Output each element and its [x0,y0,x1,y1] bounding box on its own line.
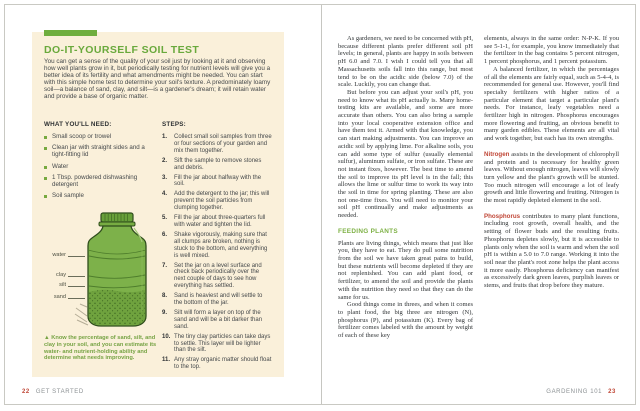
materials-heading: WHAT YOU'LL NEED: [44,121,112,128]
bullet-square-icon [44,166,47,169]
intro-paragraph: You can get a sense of the quality of your soil just by looking at it and observing how well plants grow in it, but periodically testing for nutrient levels will give you a better idea of its fertility and what amendments might be needed. You can start with this simple home test to determine your soil's texture. A predominately loamy soil—a balance of sand, clay, and silt—is a gardener's dream; it will retain water and provide a base of organic matter. [44,58,271,100]
book-spread [4,4,636,405]
list-item-label: Clean jar with straight sides and a tight-fitting lid [52,144,145,159]
step-number: 8. [162,293,168,300]
nutrient-paragraph [484,151,619,205]
step-text: The tiny clay particles can take days to settle. This layer will be lighter than the silt. [174,333,271,354]
materials-column [44,121,162,374]
list-item-label: Small scoop or trowel [52,133,112,140]
body-paragraph: elements, always in the same order: N-P-K. If you see 5-1-1, for example, you know immediately that the fertilizer in the bag contains 5 percent nitrogen, 1 percent phosphorus, and 1 percent potassium. [484,35,619,66]
step-number: 4. [162,191,168,198]
step-text: Collect small soil samples from three or four sections of your garden and mix them together. [174,134,272,154]
jar-label-clay: clay [56,272,66,279]
list-item [44,193,148,200]
body-paragraph: As gardeners, we need to be concerned with pH, because different plants prefer different soil pH levels; in general, plants are happy in soils between pH 6.0 and 7.0. I wish I could tell you that all Massachusetts soils fall into this range, but most tend to be on the acidic side (below 7.0) of the scale. Luckily, you can change that. [338,35,473,89]
step-number: 6. [162,231,168,238]
jar-label-line [68,256,85,257]
text-column-1 [338,35,473,340]
caption-arrow-icon: ▲ [44,335,50,342]
text-column-2 [484,35,619,290]
body-paragraph: Good things come in threes, and when it comes to plant food, the big three are nitrogen (N), phosphorus (P), and potassium (K). Every bag of fertilizer comes labeled with the amount by weight of each of these key [338,301,473,340]
jar-label-line [68,286,85,287]
step-text: Set the jar on a level surface and check back periodically over the next couple of days to see how everything has settled. [174,262,262,290]
feeding-plants-heading: FEEDING PLANTS [338,227,398,235]
step-number: 10. [162,333,171,340]
step-text: Shake vigorously, making sure that all clumps are broken, nothing is stuck to the bottom, and everything is well mixed. [174,231,268,259]
step-text: Fill the jar about three-quarters full with water and tighten the lid. [174,215,266,228]
step-number: 7. [162,262,168,269]
bullet-square-icon [44,177,47,180]
jar-label-water: water [52,252,66,259]
section-label: GET STARTED [35,389,84,395]
right-page-footer [546,389,616,395]
nutrient-paragraph [484,213,619,290]
bullet-square-icon [44,147,47,150]
jar-label-sand: sand [53,294,66,301]
step-text: Any stray organic matter should float to the top. [174,357,272,371]
nutrient-text: contributes to many plant functions, including root growth, overall health, and the setting of flower buds and the resulting fruits. Phosphorus depletes slowly, but it is accessible to plants only when the soil is warm and when the soil pH is within a 5.0 to 7.0 range. Working it into the soil near the plant's root zone helps the plant access it more easily. Phosphorus deficiency can manifest as excessively dark green leaves, purplish leaves or stems, and fruits that drop before they mature. [484,212,619,290]
page-number: 23 [608,389,616,395]
step-item [162,175,272,189]
step-number: 1. [162,134,168,140]
step-text: Silt will form a layer on top of the sand and will be a bit darker than sand. [174,309,263,330]
jar-label-line [68,276,85,277]
bullet-square-icon [44,136,47,139]
steps-heading: STEPS: [162,121,186,128]
step-text: Fill the jar about halfway with the soil. [174,174,262,188]
soil-jar-figure [44,212,162,330]
spread-gutter [321,5,322,404]
step-text: Sand is heaviest and will settle to the bottom of the jar. [174,293,263,307]
diy-soil-test-panel [32,32,284,377]
list-item [44,164,148,171]
panel-columns [44,121,272,374]
step-text: Add the detergent to the jar; this will prevent the soil particles from clumping together. [174,191,270,212]
body-paragraph: A balanced fertilizer, in which the percentages of all the elements are fairly equal, such as 5-4-4, is recommended for general use. However, you'll find specialty fertilizers with higher ratios of a particular element that target a particular plant's needs. For instance, leafy vegetables need a fertilizer high in nitrogen. Phosphorus encourages more flowering and fruiting, an obvious benefit to many garden edibles. These elements are all vital and work together, but each has its own strengths. [484,65,619,143]
list-item [44,134,148,141]
list-item-label: Soil sample [52,192,84,200]
step-text: Sift the sample to remove stones and debris. [174,157,262,171]
accent-bar [44,30,97,36]
nutrient-name: Nitrogen [484,150,510,158]
step-item [162,215,272,229]
list-item [44,145,148,159]
step-number: 5. [162,215,168,222]
page-number: 22 [22,389,30,395]
steps-column [162,121,272,374]
section-label: GARDENING 101 [546,389,603,395]
step-item [162,334,272,355]
soil-jar-illustration [74,212,160,328]
step-item [162,134,272,155]
step-item [162,263,272,291]
step-number: 2. [162,157,168,164]
step-item [162,158,272,172]
step-number: 9. [162,309,168,316]
step-number: 11. [162,357,171,364]
caption-text: Know the percentage of sand, silt, and clay in your soil, and you can estimate its water- and nutrient-holding ability and determine what needs improving. [44,335,157,362]
list-item-label: Water [52,162,69,170]
bullet-square-icon [44,195,47,198]
body-paragraph: But before you can adjust your soil's pH, you need to know what its pH actually is. Many home-testing kits are available, and some are more accurate than others. You can also bring a sample into your local cooperative extension office and have them test it. Armed with that knowledge, you can start making adjustments. You can improve an acidic soil by applying lime. For alkaline soils, you can add some type of sulfur (usually elemental sulfur), aluminum sulfate, or iron sulfate. These are not instant fixes, however. The best time to amend the soil to improve its pH level is in the fall; this allows the lime or sulfur time to work its way into the soil in time for spring planting. These are also not one-time fixes. You will need to monitor your soil pH continually and make adjustments as needed. [338,88,473,220]
step-number: 3. [162,174,168,181]
nutrient-text: assists in the development of chlorophyll and protein and is necessary for healthy green leaves. Without enough nitrogen, leaves will slowly turn yellow and the plant's growth will be stunted. Too much nitrogen will encourage a lot of leafy growth and little flowering and fruiting. Nitrogen is the most rapidly depleted element in the soil. [484,150,620,205]
step-item [162,232,272,260]
jar-label-silt: silt [59,282,66,289]
step-item [162,293,272,307]
left-page-footer [22,389,84,395]
jar-label-line [68,298,85,299]
step-item [162,310,272,331]
body-paragraph: Plants are living things, which means that just like you, they have to eat. They do pull some nutrition from the soil we have taken great pains to build, but these nutrients will become depleted if they are not replenished. You can add plant food, or fertilizer, to amend the soil and provide the plants with the nutrition they need so that they can do the same for us. [338,239,473,301]
nutrient-name: Phosphorus [484,212,521,220]
materials-list [44,134,162,200]
step-item [162,357,272,371]
list-item-label: 1 Tbsp. powdered dishwashing detergent [52,174,138,189]
step-item [162,191,272,212]
list-item [44,175,148,189]
panel-title: DO-IT-YOURSELF SOIL TEST [44,44,200,56]
figure-caption [44,335,164,361]
